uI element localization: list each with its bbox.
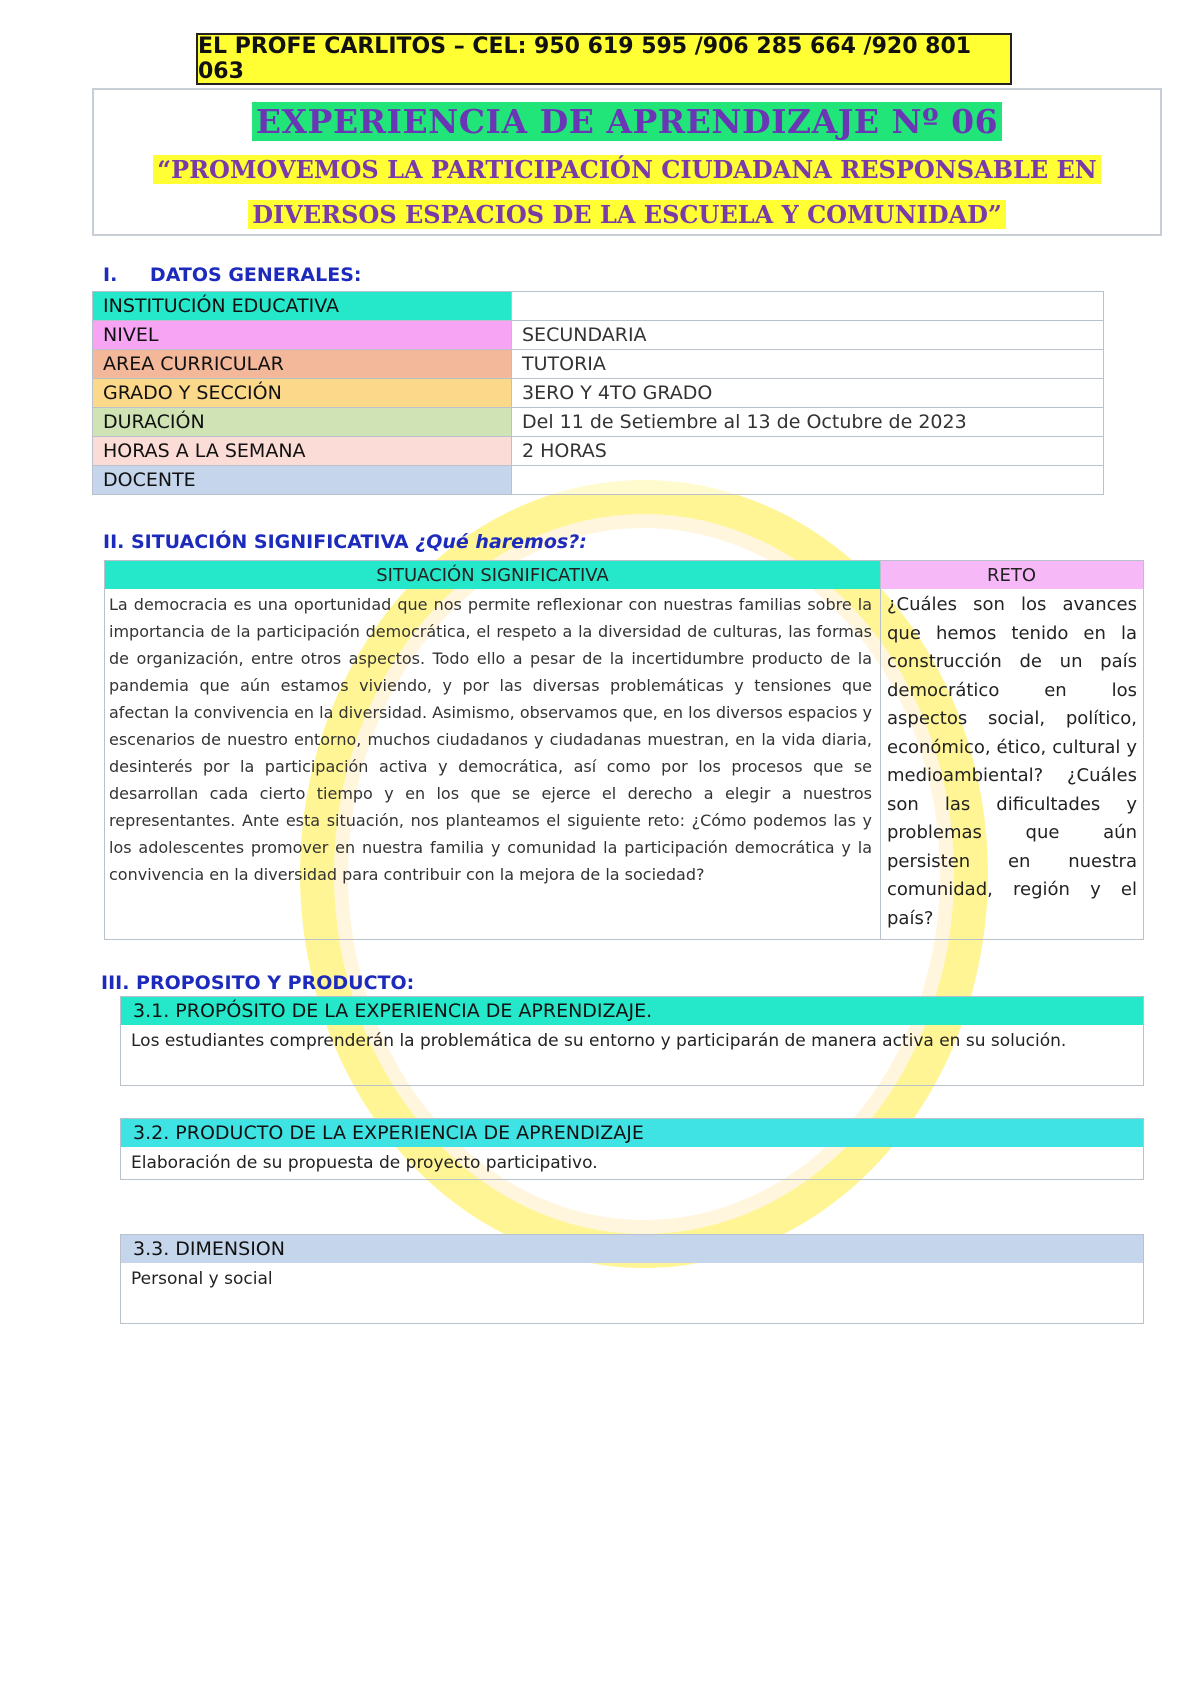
datos-row [93,408,1104,437]
datos-value: TUTORIA [512,350,1104,379]
datos-label: AREA CURRICULAR [93,350,512,379]
datos-label: NIVEL [93,321,512,350]
datos-label: INSTITUCIÓN EDUCATIVA [93,292,512,321]
section-3-heading: III. PROPOSITO Y PRODUCTO: [101,972,415,994]
dimension-box [120,1234,1144,1324]
datos-label: DURACIÓN [93,408,512,437]
document-title: EXPERIENCIA DE APRENDIZAJE Nº 06 [252,102,1002,141]
proposito-box [120,996,1144,1086]
document-subtitle [94,149,1160,239]
dimension-header: 3.3. DIMENSION [121,1235,1143,1263]
producto-box [120,1118,1144,1180]
datos-value: SECUNDARIA [512,321,1104,350]
situacion-text: La democracia es una oportunidad que nos permite reflexionar con nuestras familias sobre la importancia de la participación democrática, el respeto a la diversidad de culturas, las formas de organización, entre otros aspectos. Todo ello a pesar de la incertidumbre producto de la pandemia que aún estamos viviendo, y por las diversas problemáticas y tensiones que afectan la convivencia en la diversidad. Asimismo, observamos que, en los diversos espacios y escenarios de nuestro entorno, muchos ciudadanos y ciudadanas muestran, en la vida diaria, desinterés por la participación activa y democrática, así como por los procesos que se desarrollan cada cierto tiempo y en los que se ejerce el derecho a elegir a nuestros representantes. Ante esta situación, nos planteamos el siguiente reto: ¿Cómo podemos las y los adolescentes promover en nuestra familia y comunidad la participación democrática y la convivencia en la diversidad para contribuir con la mejora de la sociedad? [109,595,872,884]
situacion-header: SITUACIÓN SIGNIFICATIVA [105,561,880,589]
section-2-question: ¿Qué haremos?: [415,531,587,553]
section-1-title: DATOS GENERALES: [149,264,362,286]
section-1-number: I. [103,264,118,286]
dimension-text: Personal y social [131,1269,273,1289]
subtitle-line-2: DIVERSOS ESPACIOS DE LA ESCUELA Y COMUNIDAD” [248,200,1006,229]
datos-label: DOCENTE [93,466,512,495]
datos-value: 3ERO Y 4TO GRADO [512,379,1104,408]
datos-row [93,379,1104,408]
datos-row [93,350,1104,379]
title-box [92,88,1162,236]
situacion-table [104,560,1144,940]
section-2-heading [103,531,587,553]
datos-row [93,292,1104,321]
producto-text: Elaboración de su propuesta de proyecto participativo. [131,1153,598,1173]
producto-header: 3.2. PRODUCTO DE LA EXPERIENCIA DE APRENDIZAJE [121,1119,1143,1147]
section-2-title: II. SITUACIÓN SIGNIFICATIVA [103,531,409,553]
datos-generales-table [92,291,1104,495]
datos-value: Del 11 de Setiembre al 13 de Octubre de 2023 [512,408,1104,437]
datos-row [93,321,1104,350]
datos-value [512,292,1104,321]
proposito-header: 3.1. PROPÓSITO DE LA EXPERIENCIA DE APRENDIZAJE. [121,997,1143,1025]
column-divider [880,561,881,939]
datos-label: GRADO Y SECCIÓN [93,379,512,408]
datos-row [93,466,1104,495]
section-1-heading [103,264,362,286]
contact-banner: EL PROFE CARLITOS – CEL: 950 619 595 /906 285 664 /920 801 063 [196,33,1012,85]
reto-header: RETO [880,561,1143,589]
datos-value: 2 HORAS [512,437,1104,466]
datos-value [512,466,1104,495]
subtitle-line-1: “PROMOVEMOS LA PARTICIPACIÓN CIUDADANA RESPONSABLE EN [153,155,1100,184]
datos-label: HORAS A LA SEMANA [93,437,512,466]
proposito-text: Los estudiantes comprenderán la problemática de su entorno y participarán de manera activa en su solución. [131,1031,1067,1051]
datos-row [93,437,1104,466]
reto-text: ¿Cuáles son los avances que hemos tenido en la construcción de un país democrático en los aspectos social, político, económico, ético, cultural y medioambiental? ¿Cuáles son las dificultades y problemas que aún persisten en nuestra comunidad, región y el país? [887,594,1137,929]
